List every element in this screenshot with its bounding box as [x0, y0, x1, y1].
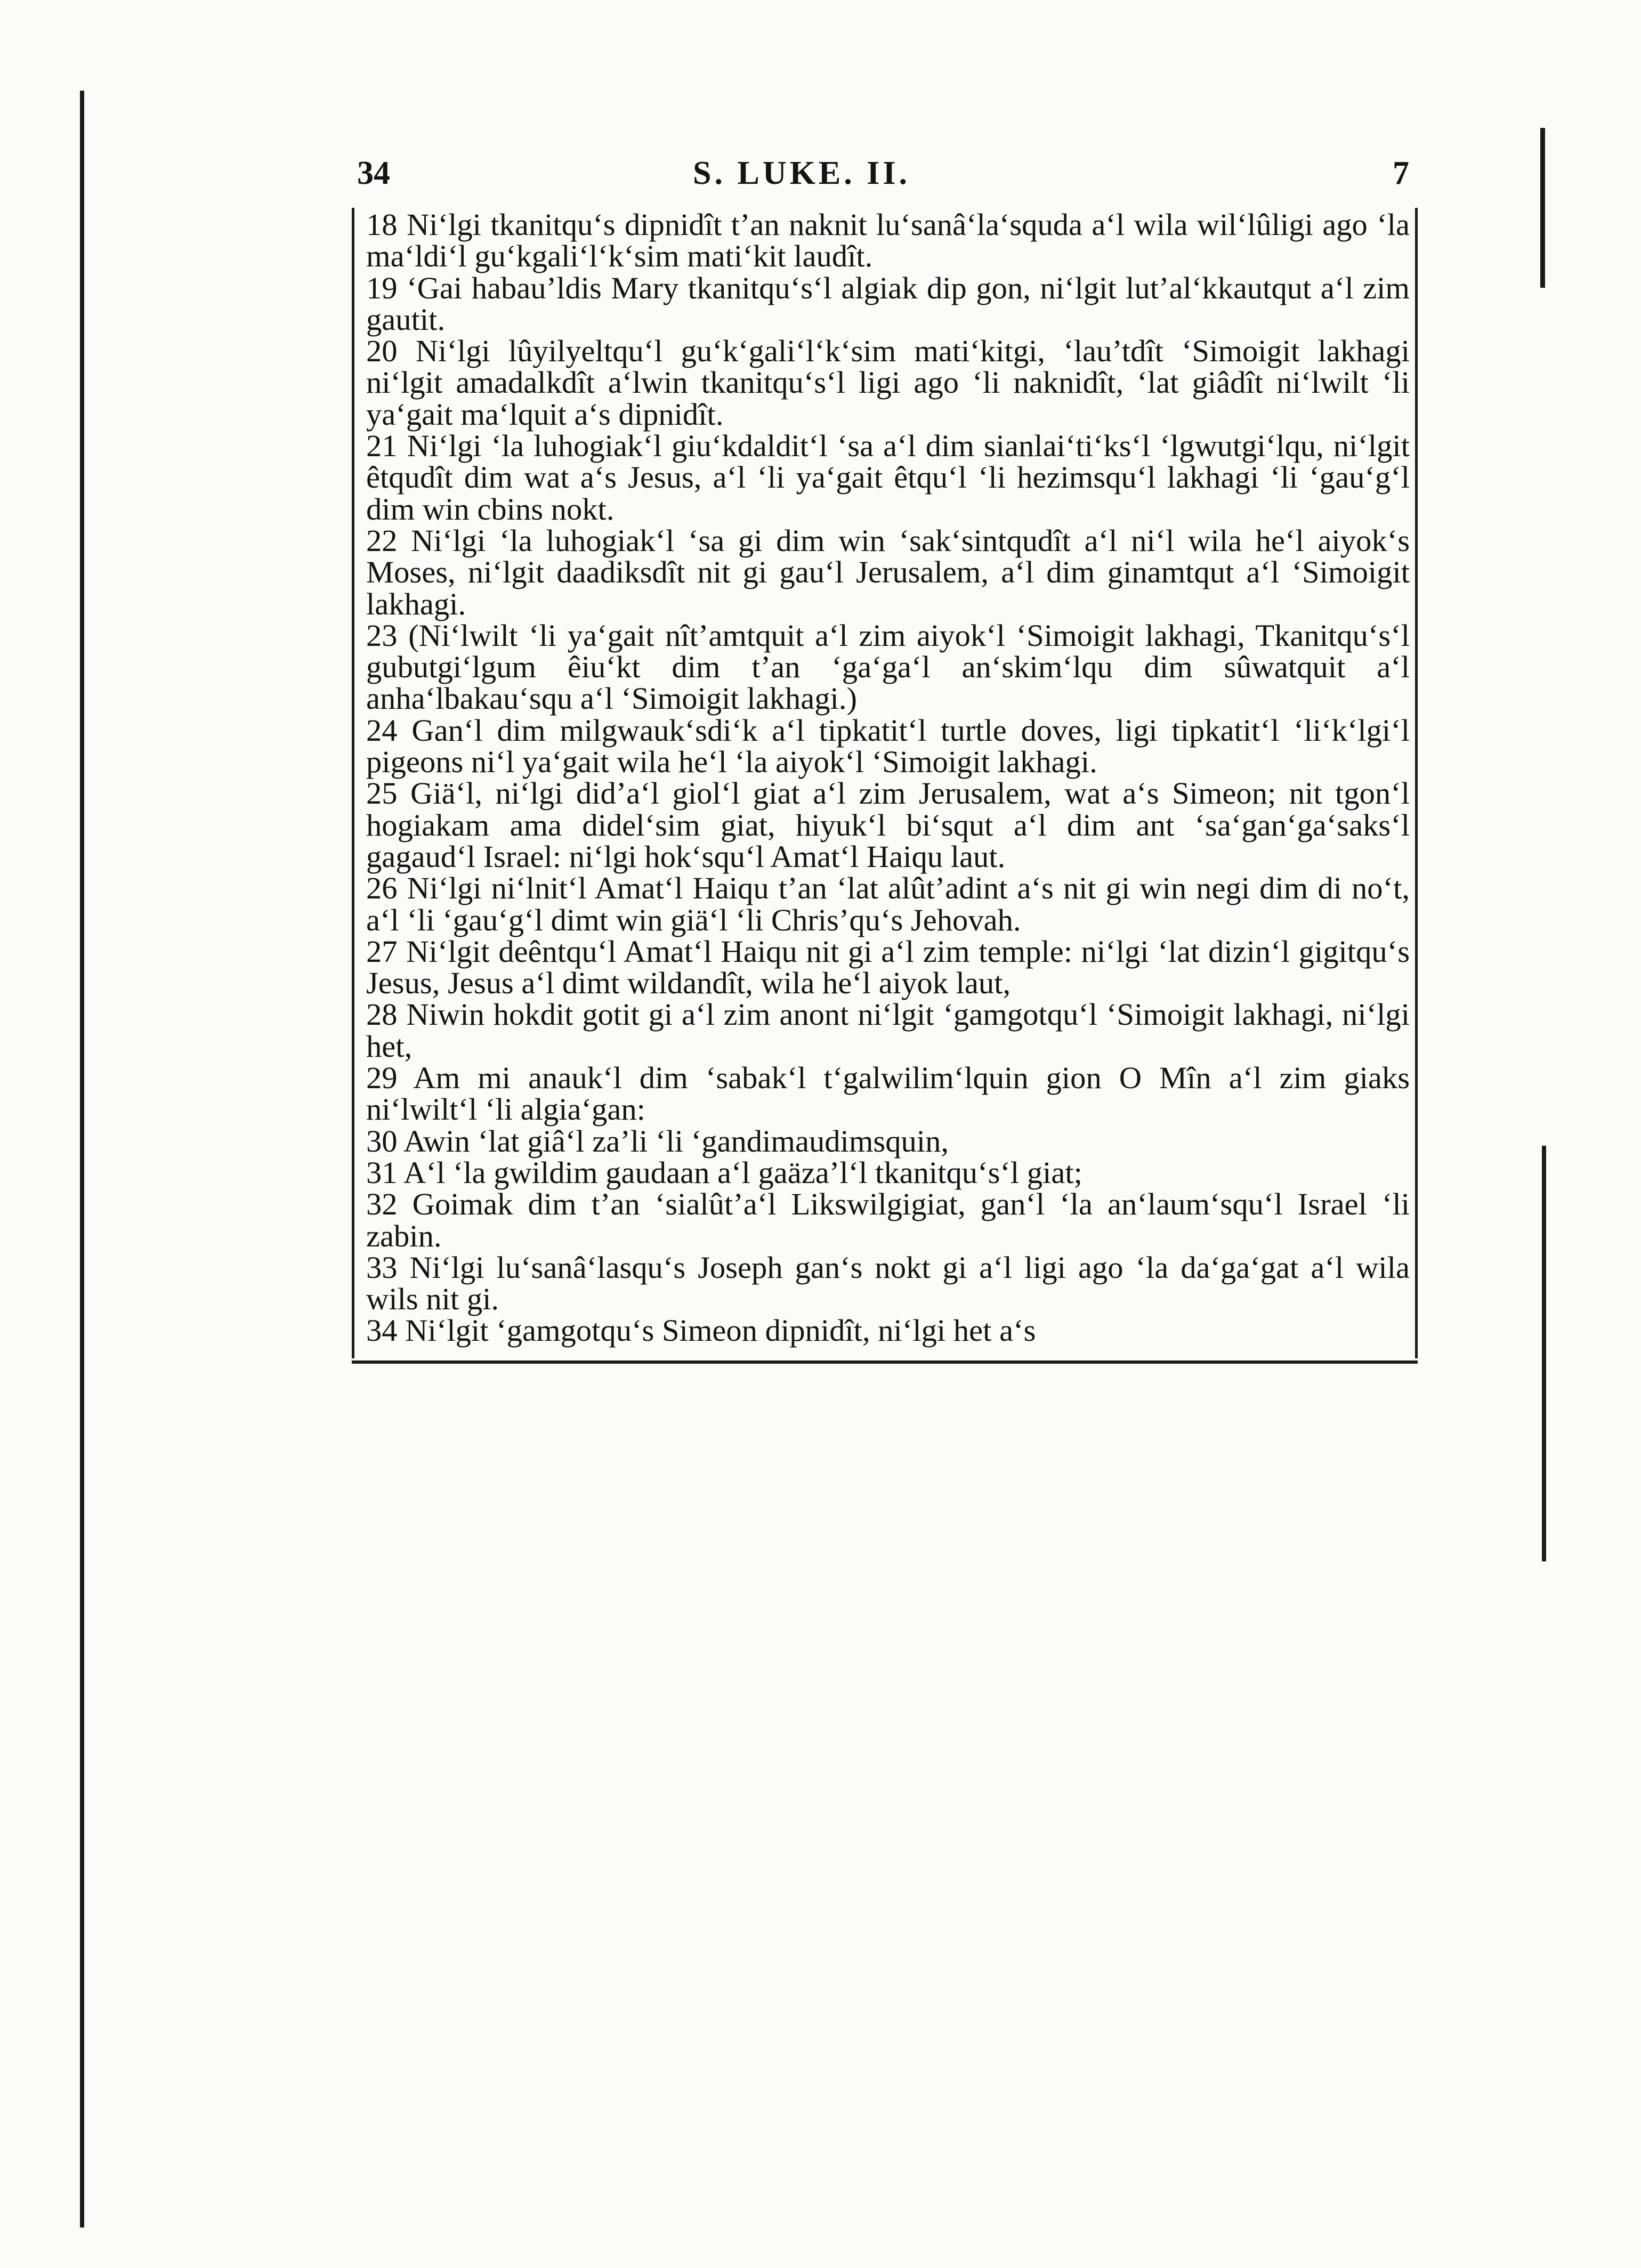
verse-18: 18 Ni‘lgi tkanitqu‘s dipnidît t’an naknit lu‘sanâ‘la‘squda a‘l wila wil‘lûligi ago ‘la ma‘ldi‘l gu‘kgali‘l‘k‘sim mati‘kit laudît.: [366, 207, 1410, 274]
verse-20: 20 Ni‘lgi lûyilyeltqu‘l gu‘k‘gali‘l‘k‘sim mati‘kitgi, ‘lau’tdît ‘Simoigit lakhagi ni‘lgit amadalkdît a‘lwin tkanitqu‘s‘l ligi ago ‘li naknidît, ‘lat giâdît ni‘lwilt ‘li ya‘gait ma‘lquit a‘s dipnidît.: [366, 334, 1410, 432]
verse-19: 19 ‘Gai habau’ldis Mary tkanitqu‘s‘l algiak dip gon, ni‘lgit lut’al‘kkautqut a‘l zim gautit.: [366, 270, 1410, 337]
verse-28: 28 Niwin hokdit gotit gi a‘l zim anont ni‘lgit ‘gamgotqu‘l ‘Simoigit lakhagi, ni‘lgi het,: [366, 997, 1410, 1064]
scan-edge-right-upper: [1540, 128, 1545, 288]
verse-32: 32 Goimak dim t’an ‘sialût’a‘l Likswilgigiat, gan‘l ‘la an‘laum‘squ‘l Israel ‘li zabin.: [366, 1187, 1410, 1253]
verse-31: 31 A‘l ‘la gwildim gaudaan a‘l gaäza’l‘l tkanitqu‘s‘l giat;: [366, 1155, 1082, 1190]
verse-24: 24 Gan‘l dim milgwauk‘sdi‘k a‘l tipkatit‘l turtle doves, ligi tipkatit‘l ‘li‘k‘lgi‘l pigeons ni‘l ya‘gait wila he‘l ‘la aiyok‘l ‘Simoigit lakhagi.: [366, 712, 1410, 780]
running-head: [352, 149, 1418, 208]
book-page: [352, 149, 1418, 1364]
verse-33: 33 Ni‘lgi lu‘sanâ‘lasqu‘s Joseph gan‘s nokt gi a‘l ligi ago ‘la da‘ga‘gat a‘l wila wils nit gi.: [366, 1250, 1410, 1317]
verse-34: 34 Ni‘lgit ‘gamgotqu‘s Simeon dipnidît, ni‘lgi het a‘s: [366, 1313, 1036, 1348]
verse-26: 26 Ni‘lgi ni‘lnit‘l Amat‘l Haiqu t’an ‘lat alût’adint a‘s nit gi win negi dim di no‘t, a‘l ‘li ‘gau‘g‘l dimt win giä‘l ‘li Chris’qu‘s Jehovah.: [366, 871, 1410, 937]
verse-23: 23 (Ni‘lwilt ‘li ya‘gait nît’amtquit a‘l zim aiyok‘l ‘Simoigit lakhagi, Tkanitqu‘s‘l gubutgi‘lgum êiu‘kt dim t’an ‘ga‘ga‘l an‘skim‘lqu dim sûwatquit a‘l anha‘lbakau‘squ a‘l ‘Simoigit lakhagi.): [366, 618, 1410, 716]
verse-27: 27 Ni‘lgit deêntqu‘l Amat‘l Haiqu nit gi a‘l zim temple: ni‘lgi ‘lat dizin‘l gigitqu‘s Jesus, Jesus a‘l dimt wildandît, wila he‘l aiyok laut,: [366, 934, 1410, 1001]
verse-22: 22 Ni‘lgi ‘la luhogiak‘l ‘sa gi dim win ‘sak‘sintqudît a‘l ni‘l wila he‘l aiyok‘s Moses, ni‘lgit daadiksdît nit gi gau‘l Jerusalem, a‘l dim ginamtqut a‘l ‘Simoigit lakhagi.: [366, 523, 1410, 621]
page-number: 34: [357, 155, 390, 191]
scan-edge-left: [80, 91, 84, 2228]
verse-text-block: [352, 208, 1418, 1358]
verse-29: 29 Am mi anauk‘l dim ‘sabak‘l t‘galwilim‘lquin gion O Mîn a‘l zim giaks ni‘lwilt‘l ‘li algia‘gan:: [366, 1060, 1410, 1127]
bottom-rule: [352, 1360, 1418, 1364]
verse-25: 25 Giä‘l, ni‘lgi did’a‘l giol‘l giat a‘l zim Jerusalem, wat a‘s Simeon; nit tgon‘l hogiakam ama didel‘sim giat, hiyuk‘l bi‘squt a‘l dim ant ‘sa‘gan‘ga‘saks‘l gagaud‘l Israel: ni‘lgi hok‘squ‘l Amat‘l Haiqu laut.: [366, 776, 1410, 874]
verse-30: 30 Awin ‘lat giâ‘l za’li ‘li ‘gandimaudimsquin,: [366, 1123, 949, 1159]
book-title: S. LUKE. II.: [693, 155, 910, 191]
verse-21: 21 Ni‘lgi ‘la luhogiak‘l giu‘kdaldit‘l ‘sa a‘l dim sianlai‘ti‘ks‘l ‘lgwutgi‘lqu, ni‘lgit êtqudît dim wat a‘s Jesus, a‘l ‘li ya‘gait êtqu‘l ‘li hezimsqu‘l lakhagi ‘li ‘gau‘g‘l dim win cbins nokt.: [366, 428, 1410, 526]
chapter-reference: 7: [1393, 155, 1409, 191]
scan-edge-right-lower: [1542, 1146, 1546, 1561]
